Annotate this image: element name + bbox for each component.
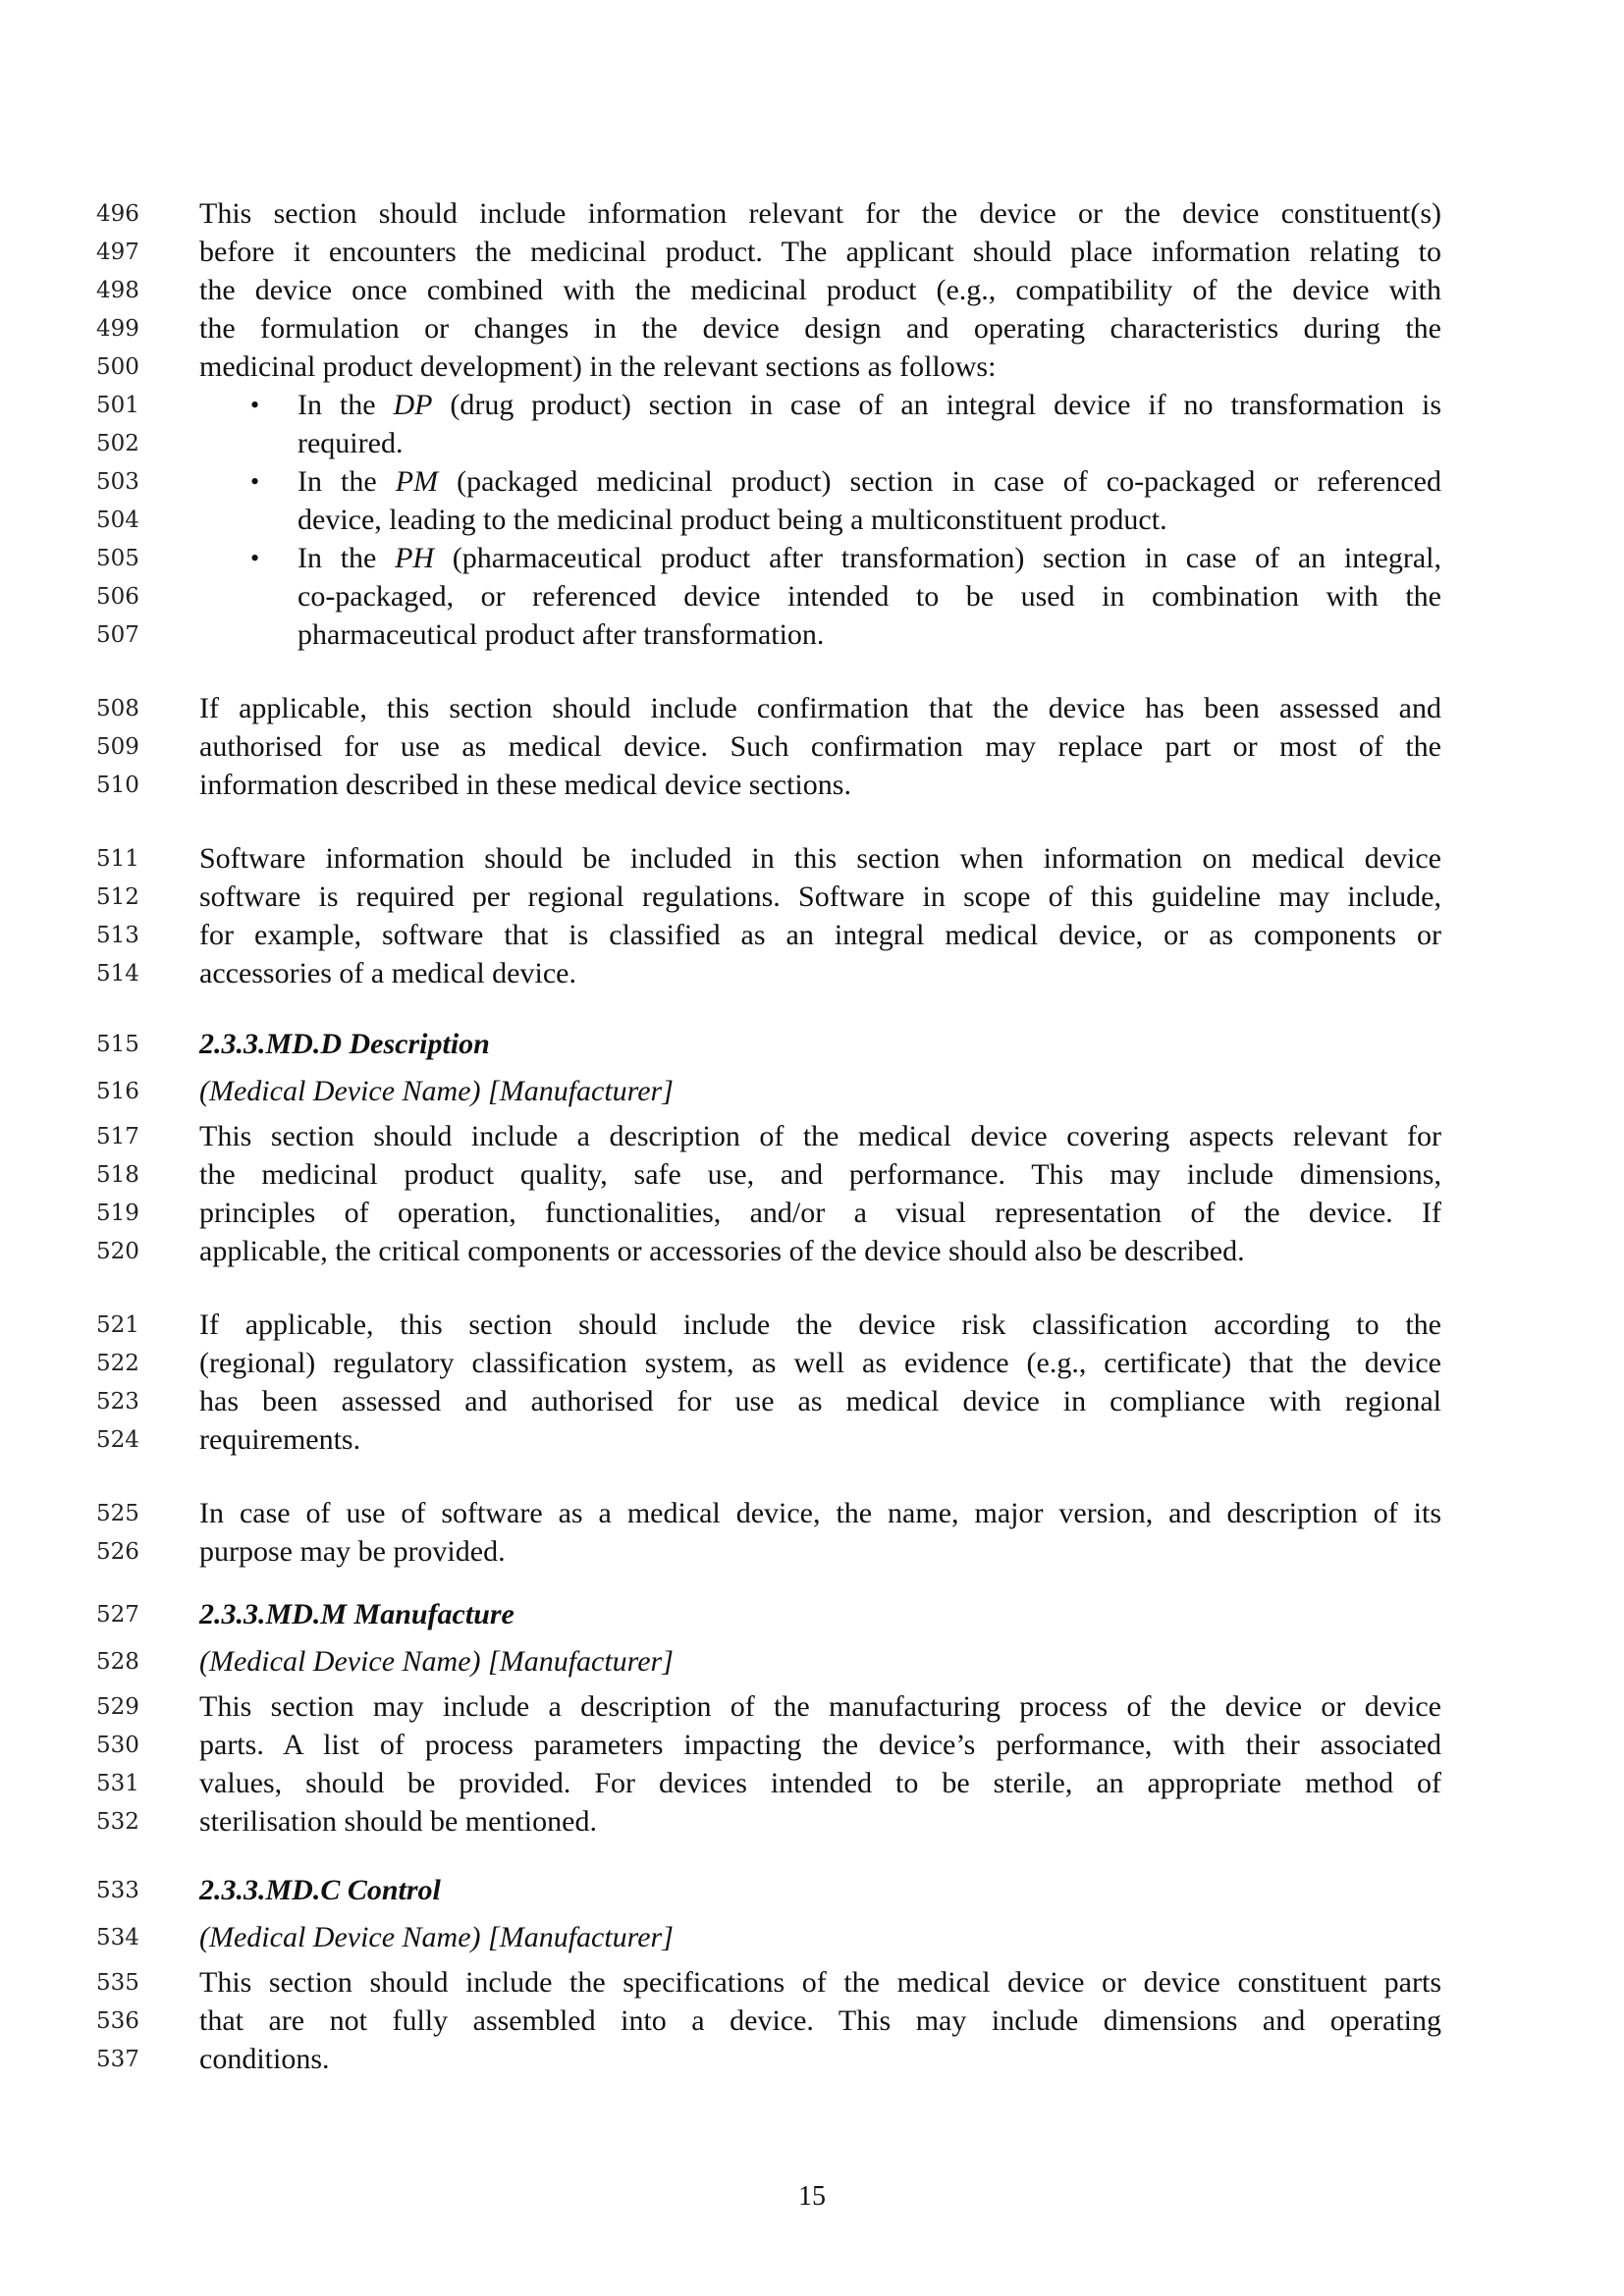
line-510 [0, 767, 1624, 804]
bullet-text: pharmaceutical product after transformation. [298, 618, 825, 651]
body-text: conditions. [199, 2043, 330, 2075]
line-504 [0, 502, 1624, 539]
line-498 [0, 272, 1624, 309]
line-number: 508 [96, 696, 139, 721]
body-text: before it encounters the medicinal product. The applicant should place information relating to [199, 236, 1441, 268]
line-502 [0, 425, 1624, 462]
bullet-text: In the PH (pharmaceutical product after transformation) section in case of an integral, [298, 542, 1441, 574]
line-number: 513 [96, 923, 139, 948]
line-496 [0, 195, 1624, 233]
body-text: software is required per regional regulations. Software in scope of this guideline may include, [199, 881, 1441, 913]
line-520 [0, 1233, 1624, 1270]
line-number: 499 [96, 316, 139, 342]
line-517 [0, 1118, 1624, 1155]
line-number: 514 [96, 961, 139, 987]
bullet-text: required. [298, 427, 404, 459]
bullet-icon: • [250, 544, 260, 572]
line-number: 510 [96, 773, 139, 798]
line-number: 535 [96, 1970, 139, 1996]
line-number: 506 [96, 584, 139, 610]
line-number: 524 [96, 1427, 139, 1453]
line-526 [0, 1533, 1624, 1571]
line-501 [0, 387, 1624, 424]
body-text: values, should be provided. For devices intended to be sterile, an appropriate method of [199, 1767, 1441, 1799]
body-text: parts. A list of process parameters impacting the device’s performance, with their associated [199, 1729, 1441, 1761]
body-text: This section should include information relevant for the device or the device constituent(s) [199, 197, 1441, 230]
body-text: that are not fully assembled into a device. This may include dimensions and operating [199, 2004, 1441, 2037]
line-532 [0, 1803, 1624, 1841]
line-number: 516 [96, 1079, 139, 1104]
line-number: 521 [96, 1312, 139, 1338]
page-number: 15 [798, 2181, 826, 2212]
line-524 [0, 1421, 1624, 1459]
body-text: In case of use of software as a medical device, the name, major version, and description of its [199, 1497, 1441, 1529]
body-text: information described in these medical device sections. [199, 769, 851, 801]
bullet-text: In the PM (packaged medicinal product) section in case of co-packaged or referenced [298, 465, 1441, 498]
line-512 [0, 879, 1624, 916]
bullet-text: In the DP (drug product) section in case of an integral device if no transformation is [298, 389, 1441, 421]
bullet-text: co-packaged, or referenced device intended to be used in combination with the [298, 580, 1441, 613]
body-text: the formulation or changes in the device design and operating characteristics during the [199, 312, 1441, 345]
line-number: 533 [96, 1878, 139, 1903]
line-537 [0, 2041, 1624, 2078]
line-number: 507 [96, 622, 139, 648]
line-522 [0, 1345, 1624, 1382]
line-525 [0, 1495, 1624, 1532]
line-515 [0, 1026, 1624, 1063]
line-507 [0, 616, 1624, 654]
line-508 [0, 690, 1624, 727]
body-text: sterilisation should be mentioned. [199, 1805, 597, 1838]
line-number: 502 [96, 431, 139, 456]
line-number: 512 [96, 884, 139, 910]
body-text: If applicable, this section should include the device risk classification according to the [199, 1308, 1441, 1341]
line-number: 523 [96, 1389, 139, 1415]
section-heading: 2.3.3.MD.D Description [199, 1028, 490, 1060]
body-text: Software information should be included in this section when information on medical device [199, 842, 1441, 875]
line-509 [0, 728, 1624, 766]
bullet-icon: • [250, 467, 260, 496]
line-530 [0, 1727, 1624, 1764]
line-514 [0, 955, 1624, 992]
line-529 [0, 1688, 1624, 1726]
line-number: 525 [96, 1501, 139, 1526]
line-531 [0, 1765, 1624, 1802]
line-519 [0, 1195, 1624, 1232]
line-number: 504 [96, 507, 139, 533]
line-number: 530 [96, 1733, 139, 1758]
line-number: 518 [96, 1162, 139, 1188]
body-text: the device once combined with the medicinal product (e.g., compatibility of the device with [199, 274, 1441, 306]
body-text: This section may include a description of the manufacturing process of the device or device [199, 1690, 1441, 1723]
body-text: This section should include a description of the medical device covering aspects relevant for [199, 1120, 1441, 1152]
body-text: This section should include the specifications of the medical device or device constituent parts [199, 1966, 1441, 1999]
section-subtitle: (Medical Device Name) [Manufacturer] [199, 1921, 674, 1953]
line-number: 537 [96, 2047, 139, 2072]
bullet-text: device, leading to the medicinal product being a multiconstituent product. [298, 504, 1167, 536]
body-text: authorised for use as medical device. Such confirmation may replace part or most of the [199, 730, 1441, 763]
section-subtitle: (Medical Device Name) [Manufacturer] [199, 1075, 674, 1107]
line-523 [0, 1383, 1624, 1420]
body-text: the medicinal product quality, safe use, and performance. This may include dimensions, [199, 1158, 1441, 1191]
body-text: requirements. [199, 1423, 361, 1456]
line-number: 532 [96, 1809, 139, 1835]
line-number: 534 [96, 1925, 139, 1950]
line-number: 505 [96, 546, 139, 571]
body-text: principles of operation, functionalities, and/or a visual representation of the device. If [199, 1197, 1441, 1229]
line-536 [0, 2002, 1624, 2040]
line-534 [0, 1919, 1624, 1956]
body-text: If applicable, this section should include confirmation that the device has been assessed and [199, 692, 1441, 724]
line-number: 509 [96, 734, 139, 760]
line-535 [0, 1964, 1624, 2002]
line-number: 511 [96, 846, 139, 872]
line-number: 527 [96, 1602, 139, 1628]
line-521 [0, 1307, 1624, 1344]
body-text: applicable, the critical components or accessories of the device should also be described. [199, 1235, 1245, 1267]
line-number: 522 [96, 1351, 139, 1376]
line-number: 498 [96, 278, 139, 303]
line-number: 497 [96, 240, 139, 265]
line-518 [0, 1156, 1624, 1194]
line-number: 496 [96, 201, 139, 227]
line-505 [0, 540, 1624, 577]
body-text: purpose may be provided. [199, 1535, 506, 1568]
line-number: 517 [96, 1124, 139, 1149]
line-500 [0, 348, 1624, 386]
line-number: 529 [96, 1694, 139, 1720]
line-number: 528 [96, 1649, 139, 1675]
body-text: (regional) regulatory classification system, as well as evidence (e.g., certificate) that the device [199, 1347, 1441, 1379]
body-text: medicinal product development) in the relevant sections as follows: [199, 350, 997, 383]
body-text: for example, software that is classified as an integral medical device, or as components or [199, 919, 1441, 951]
bullet-icon: • [250, 391, 260, 419]
line-number: 503 [96, 469, 139, 495]
line-533 [0, 1872, 1624, 1909]
line-number: 520 [96, 1239, 139, 1264]
line-number: 531 [96, 1771, 139, 1796]
line-number: 501 [96, 393, 139, 418]
line-number: 500 [96, 354, 139, 380]
line-number: 536 [96, 2008, 139, 2034]
body-text: accessories of a medical device. [199, 957, 576, 989]
line-497 [0, 234, 1624, 271]
body-text: has been assessed and authorised for use as medical device in compliance with regional [199, 1385, 1441, 1417]
line-513 [0, 917, 1624, 954]
line-number: 515 [96, 1032, 139, 1057]
section-heading: 2.3.3.MD.M Manufacture [199, 1598, 514, 1630]
line-528 [0, 1643, 1624, 1681]
line-516 [0, 1073, 1624, 1110]
line-503 [0, 463, 1624, 501]
line-number: 526 [96, 1539, 139, 1565]
line-511 [0, 840, 1624, 878]
line-506 [0, 578, 1624, 615]
line-number: 519 [96, 1201, 139, 1226]
section-subtitle: (Medical Device Name) [Manufacturer] [199, 1645, 674, 1678]
line-527 [0, 1596, 1624, 1633]
line-499 [0, 310, 1624, 347]
section-heading: 2.3.3.MD.C Control [199, 1874, 441, 1906]
